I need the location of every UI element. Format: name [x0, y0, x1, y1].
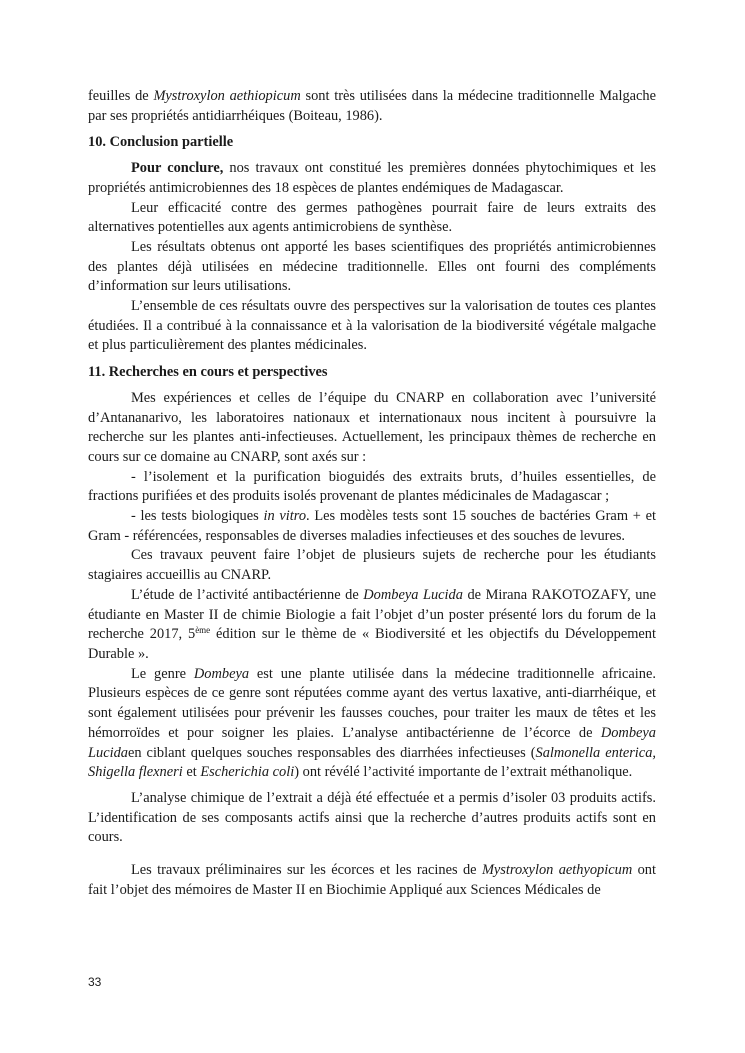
bullet-isolation: - l’isolement et la purification bioguidés des extraits bruts, d’huiles essentielles, de fractions purifiées et des produits isolés provenant de plantes médicinales de Madagascar ;: [88, 468, 656, 505]
paragraph-dombeya-genus: [88, 665, 656, 783]
text-run: . Les modèles tests sont 15 souches de bactéries Gram + et Gram - référencées, responsables de diverses maladies infectieuses et des souches de levures.: [88, 508, 656, 544]
document-body: [88, 87, 656, 900]
text-run: édition sur le thème de « Biodiversité et les objectifs du Développement Durable ».: [88, 626, 656, 662]
text-run: de Mirana RAKOTOZAFY, une étudiante en Master II de chimie Biologie a fait l’objet d’un poster présenté lors du forum de la recherche 2017, 5: [88, 586, 657, 643]
paragraph-perspectives: L’ensemble de ces résultats ouvre des perspectives sur la valorisation de toutes ces plantes étudiées. Il a contribué à la connaissance et à la valorisation de la biodiversité végétale malgache et plus particulièrement des plantes médicinales.: [88, 298, 656, 354]
text-run: feuilles de: [88, 88, 154, 104]
species-name: Dombeya Lucida: [363, 586, 463, 603]
paragraph-efficacy: Leur efficacité contre des germes pathogènes pourrait faire de leurs extraits des alternatives potentielles aux agents antimicrobiens de synthèse.: [88, 199, 656, 236]
text-run: sont très utilisées dans la médecine traditionnelle Malgache par ses propriétés antidiarrhéiques (Boiteau, 1986).: [88, 88, 656, 124]
species-name: Dombeya Lucida: [88, 724, 656, 761]
paragraph-conclusion: [88, 159, 656, 198]
section-heading-11: 11. Recherches en cours et perspectives: [88, 364, 328, 381]
paragraph-preliminary-work: [88, 861, 656, 900]
text-run: L’étude de l’activité antibactérienne de: [131, 586, 364, 603]
bold-lead: Pour conclure,: [131, 160, 224, 177]
species-names: Salmonella enterica, Shigella flexneri: [88, 744, 656, 781]
text-run: ont fait l’objet des mémoires de Master II en Biochimie Appliqué aux Sciences Médicales de: [88, 862, 656, 898]
species-name: Mystroxylon aethyopicum: [481, 862, 633, 879]
text-run: est une plante utilisée dans la médecine traditionnelle africaine. Plusieurs espèces de ce genre sont réputées comme ayant des vertus laxative, anti-diarrhéique, et sont également utilisées pour prévenir les fausses couches, pour traiter les maux de têtes et les hémorroïdes et pour soigner les plaies. L’analyse antibactérienne de l’écorce de: [88, 665, 656, 741]
paragraph-dombeya-study: [88, 586, 656, 665]
text-run: en ciblant quelques souches responsables des diarrhées infectieuses (: [127, 744, 536, 761]
paragraph-chemical-analysis: L’analyse chimique de l’extrait a déjà été effectuée et a permis d’isoler 03 produits actifs. L’identification de ses composants actifs ainsi que la recherche d’autres produits actifs sont en cours.: [88, 789, 656, 846]
genus-name: Dombeya: [193, 665, 250, 682]
text-run: Le genre: [131, 665, 194, 682]
text-run: ) ont révélé l’activité importante de l’extrait méthanolique.: [294, 764, 633, 781]
text-run: - les tests biologiques: [131, 508, 264, 525]
text-run: nos travaux ont constitué les premières données phytochimiques et les propriétés antimicrobiennes des 18 espèces de plantes endémiques de Madagascar.: [88, 160, 656, 196]
paragraph-intro: [88, 87, 656, 126]
paragraph-experiences: Mes expériences et celles de l’équipe du CNARP en collaboration avec l’université d’Antananarivo, les laboratoires nationaux et internationaux nous incitent à poursuivre la recherche sur les plantes anti-infectieuses. Actuellement, les principaux thèmes de recherche en cours sur ce domaine au CNARP, sont axés sur :: [88, 389, 656, 465]
species-name: Mystroxylon aethiopicum: [153, 88, 301, 104]
paragraph-results: Les résultats obtenus ont apporté les bases scientifiques des propriétés antimicrobiennes des plantes déjà utilisées en médecine traditionnelle. Elles ont fourni des compléments d’information sur leurs utilisations.: [88, 238, 656, 295]
bullet-tests: [88, 507, 656, 546]
text-run: Les travaux préliminaires sur les écorces et les racines de: [131, 862, 482, 879]
page-number: 33: [88, 975, 102, 989]
text-run: et: [182, 764, 201, 781]
section-heading-10: 10. Conclusion partielle: [88, 134, 234, 151]
paragraph-students: Ces travaux peuvent faire l’objet de plusieurs sujets de recherche pour les étudiants stagiaires accueillis au CNARP.: [88, 547, 656, 584]
italic-term: in vitro: [263, 508, 307, 525]
species-name: Escherichia coli: [200, 764, 295, 781]
superscript: ème: [195, 625, 211, 636]
